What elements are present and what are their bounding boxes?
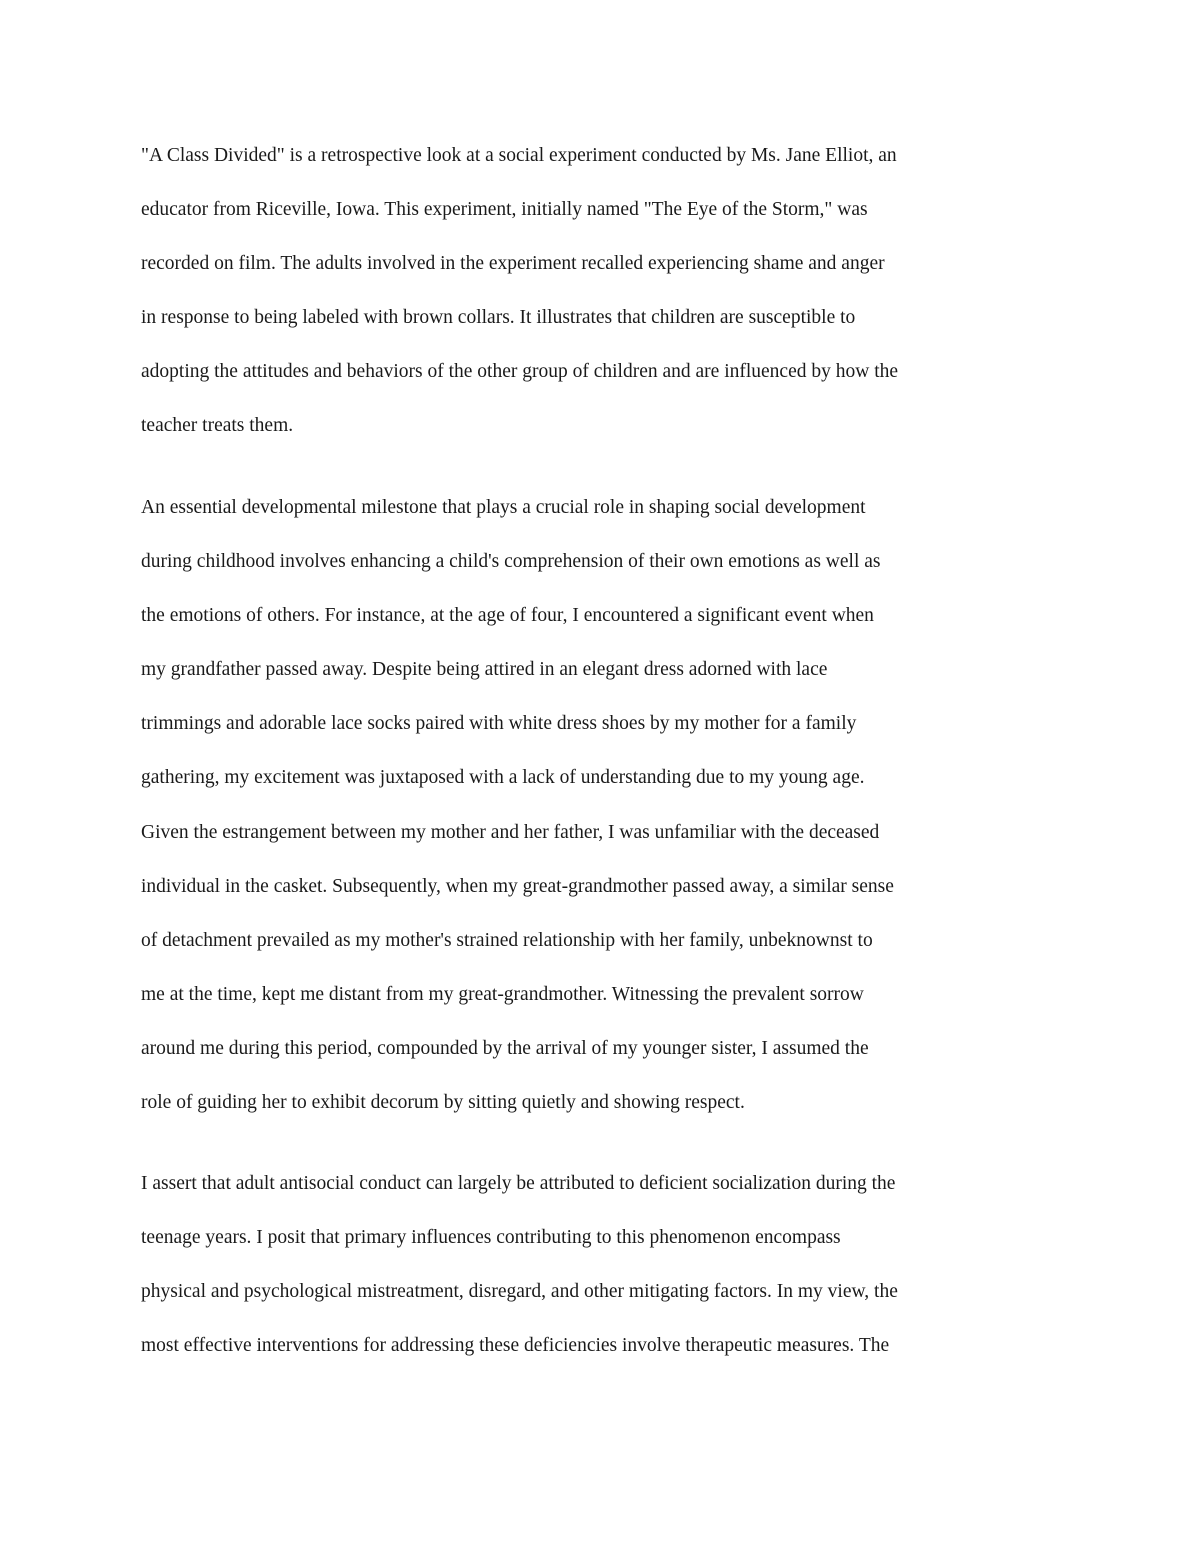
text-line: trimmings and adorable lace socks paired with white dress shoes by my mother for a family bbox=[141, 713, 857, 735]
paragraph-3 bbox=[141, 1157, 1066, 1373]
text-line: teenage years. I posit that primary influences contributing to this phenomenon encompass bbox=[141, 1227, 841, 1249]
text-line: my grandfather passed away. Despite being attired in an elegant dress adorned with lace bbox=[141, 659, 828, 681]
text-line: gathering, my excitement was juxtaposed with a lack of understanding due to my young age. bbox=[141, 767, 865, 789]
paragraph-2 bbox=[141, 481, 1066, 1130]
text-line: in response to being labeled with brown collars. It illustrates that children are susceptible to bbox=[141, 307, 856, 329]
text-line: around me during this period, compounded by the arrival of my younger sister, I assumed the bbox=[141, 1037, 869, 1059]
text-line: teacher treats them. bbox=[141, 415, 294, 437]
text-line: recorded on film. The adults involved in the experiment recalled experiencing shame and anger bbox=[141, 253, 885, 275]
text-line: individual in the casket. Subsequently, when my great-grandmother passed away, a similar sense bbox=[141, 875, 894, 897]
text-line: of detachment prevailed as my mother's strained relationship with her family, unbeknownst to bbox=[141, 929, 873, 951]
text-line: physical and psychological mistreatment, disregard, and other mitigating factors. In my view, the bbox=[141, 1281, 898, 1303]
paragraph-1 bbox=[141, 129, 1066, 454]
text-line: educator from Riceville, Iowa. This experiment, initially named "The Eye of the Storm," was bbox=[141, 199, 868, 221]
text-line: An essential developmental milestone that plays a crucial role in shaping social development bbox=[141, 497, 866, 518]
text-line: me at the time, kept me distant from my great-grandmother. Witnessing the prevalent sorrow bbox=[141, 983, 864, 1005]
text-line: "A Class Divided" is a retrospective look at a social experiment conducted by Ms. Jane Elliot, an bbox=[141, 145, 897, 166]
text-line: I assert that adult antisocial conduct can largely be attributed to deficient socialization during the bbox=[141, 1173, 896, 1194]
text-line: the emotions of others. For instance, at the age of four, I encountered a significant event when bbox=[141, 605, 874, 627]
text-line: Given the estrangement between my mother and her father, I was unfamiliar with the deceased bbox=[141, 821, 880, 843]
text-line: adopting the attitudes and behaviors of the other group of children and are influenced by how the bbox=[141, 361, 899, 383]
text-line: most effective interventions for addressing these deficiencies involve therapeutic measures. The bbox=[141, 1335, 890, 1357]
text-line: during childhood involves enhancing a child's comprehension of their own emotions as well as bbox=[141, 551, 881, 573]
text-line: role of guiding her to exhibit decorum by sitting quietly and showing respect. bbox=[141, 1092, 745, 1114]
